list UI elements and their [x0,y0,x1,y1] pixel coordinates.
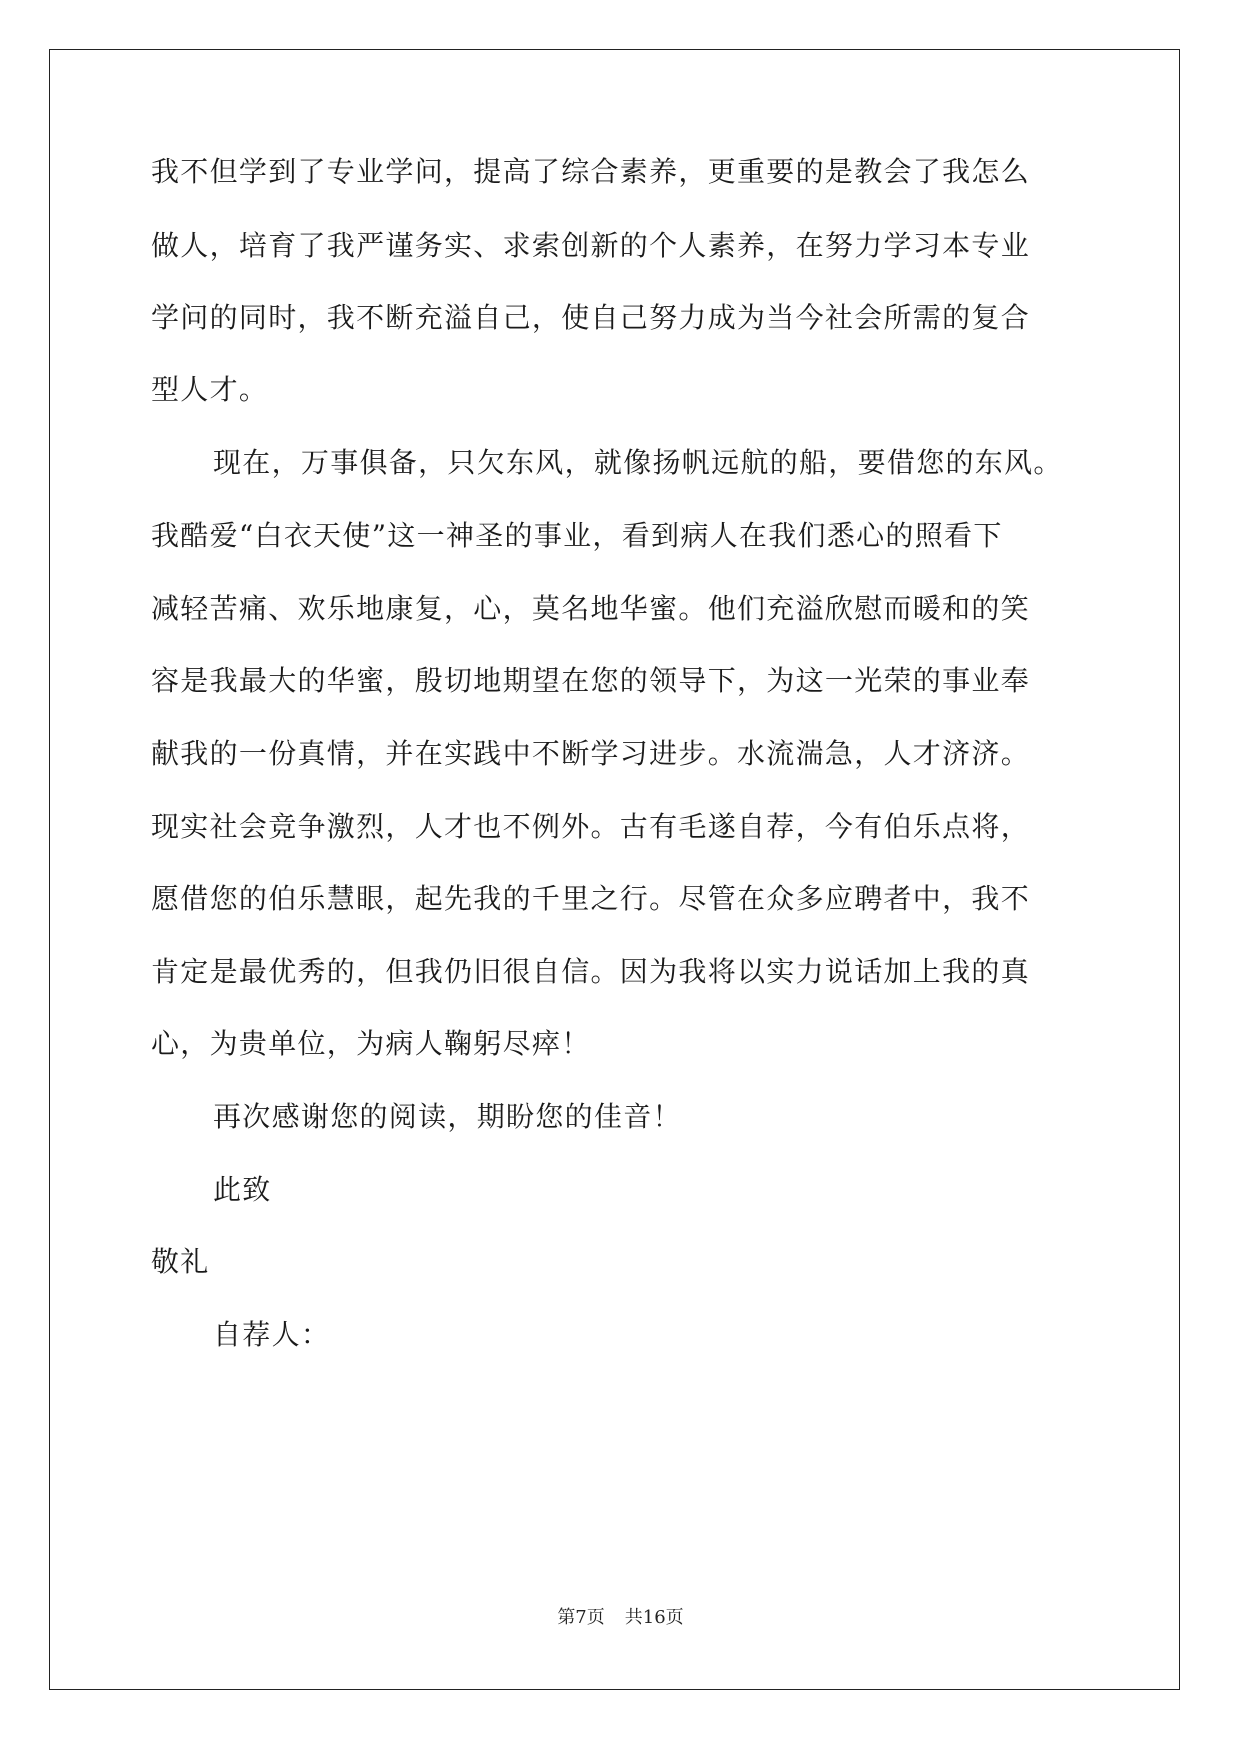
salutation-jingli: 敬礼 [151,1245,210,1278]
body-line-3: 学问的同时，我不断充溢自己，使自己努力成为当今社会所需的复合 [151,301,1031,334]
closing-thanks: 再次感谢您的阅读，期盼您的佳音！ [213,1100,682,1133]
body-line-6: 我酷爱“白衣天使”这一神圣的事业，看到病人在我们悉心的照看下 [151,519,1003,552]
body-line-7: 减轻苦痛、欢乐地康复，心，莫名地华蜜。他们充溢欣慰而暖和的笑 [151,592,1031,625]
page-border [49,49,1180,1690]
body-line-2: 做人，培育了我严谨务实、求索创新的个人素养，在努力学习本专业 [151,229,1031,262]
paragraph-start-line: 现在，万事俱备，只欠东风，就像扬帆远航的船，要借您的东风。 [213,446,1063,479]
body-line-4: 型人才。 [151,373,269,406]
body-line-12: 肯定是最优秀的，但我仍旧很自信。因为我将以实力说话加上我的真 [151,955,1031,988]
body-line-8: 容是我最大的华蜜，殷切地期望在您的领导下，为这一光荣的事业奉 [151,664,1031,697]
page-footer [0,1606,1241,1630]
body-line-10: 现实社会竞争激烈，人才也不例外。古有毛遂自荐，今有伯乐点将， [151,810,1031,843]
body-line-1: 我不但学到了专业学问，提高了综合素养，更重要的是教会了我怎么 [151,155,1031,188]
body-line-11: 愿借您的伯乐慧眼，起先我的千里之行。尽管在众多应聘者中，我不 [151,882,1031,915]
signature-label: 自荐人： [213,1318,331,1351]
body-line-13: 心，为贵单位，为病人鞠躬尽瘁！ [151,1027,591,1060]
page-number: 第7页 [557,1607,605,1628]
total-pages: 共16页 [624,1607,684,1628]
body-line-9: 献我的一份真情，并在实践中不断学习进步。水流湍急，人才济济。 [151,737,1031,770]
salutation-cizhi: 此致 [213,1173,272,1206]
